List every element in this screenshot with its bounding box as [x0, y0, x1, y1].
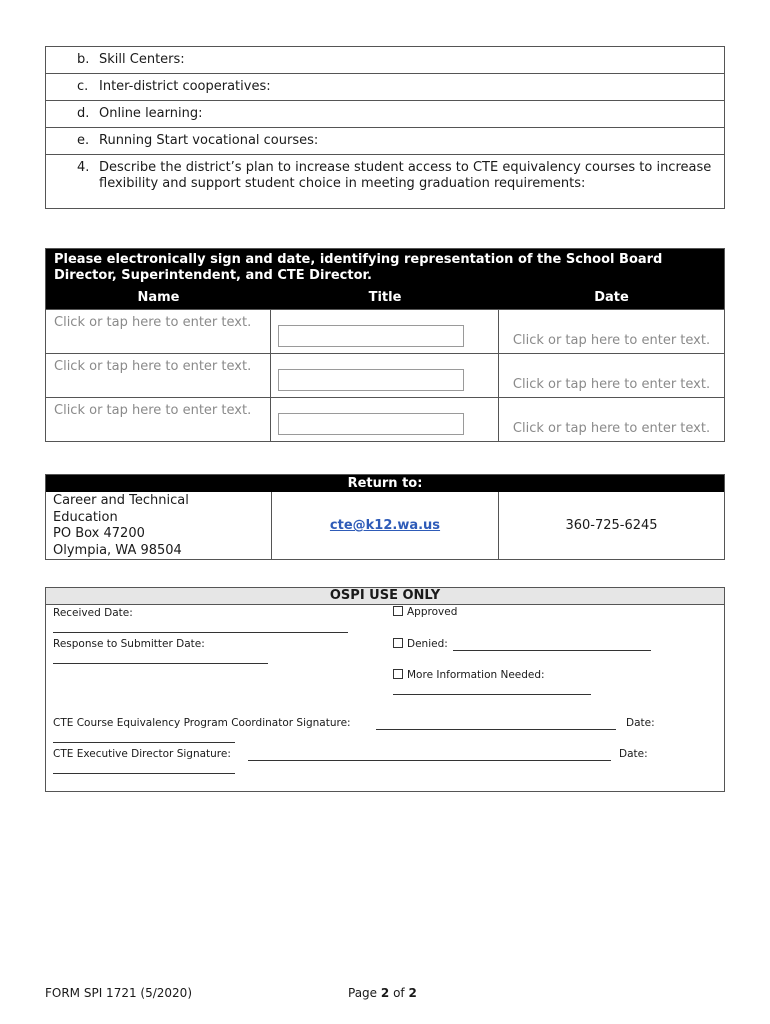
email-link[interactable]: cte@k12.wa.us [329, 518, 441, 533]
list-item[interactable]: 4. Describe the district’s plan to increase student access to CTE equivalency courses to increase flexibility and support student choice in meeting graduation requirements: [77, 160, 712, 191]
executive-signature-line[interactable] [248, 760, 611, 761]
ospi-header: OSPI USE ONLY [46, 588, 724, 605]
signature-table [45, 248, 725, 442]
name-field[interactable]: Click or tap here to enter text. [46, 354, 271, 397]
mailing-address: Career and Technical Education PO Box 47200 Olympia, WA 98504 [46, 492, 272, 559]
date-field[interactable]: Click or tap here to enter text. [512, 377, 711, 392]
coordinator-signature-label: CTE Course Equivalency Program Coordinator Signature: [53, 717, 351, 729]
name-field[interactable]: Click or tap here to enter text. [46, 310, 271, 353]
more-info-checkbox[interactable] [393, 669, 403, 679]
return-to-header: Return to: [46, 475, 724, 492]
coordinator-date-label: Date: [626, 717, 655, 729]
return-to-table [45, 474, 725, 560]
list-item: c. Inter-district cooperatives: [46, 74, 724, 101]
executive-date-line[interactable] [53, 773, 235, 774]
received-date-label: Received Date: [53, 607, 133, 619]
signature-column-headers [46, 286, 724, 309]
phone-number: 360-725-6245 [565, 518, 658, 533]
received-date-line[interactable] [53, 632, 348, 633]
title-input[interactable] [278, 325, 464, 347]
list-item: d. Online learning: [46, 101, 724, 128]
signature-row [46, 397, 724, 441]
form-id: FORM SPI 1721 (5/2020) [45, 986, 192, 1000]
response-date-label: Response to Submitter Date: [53, 638, 205, 650]
plan-list-table [45, 46, 725, 209]
page-number: Page 2 of 2 [348, 986, 417, 1000]
denied-line[interactable] [453, 650, 651, 651]
column-title: Title [368, 290, 402, 305]
title-input[interactable] [278, 413, 464, 435]
date-field[interactable]: Click or tap here to enter text. [512, 421, 711, 436]
coordinator-date-line[interactable] [53, 742, 235, 743]
signature-row [46, 309, 724, 353]
signature-row [46, 353, 724, 397]
response-date-line[interactable] [53, 663, 268, 664]
executive-date-label: Date: [619, 748, 648, 760]
column-date: Date [594, 290, 629, 305]
coordinator-signature-line[interactable] [376, 729, 616, 730]
approved-checkbox[interactable] [393, 606, 403, 616]
executive-signature-label: CTE Executive Director Signature: [53, 748, 231, 760]
name-field[interactable]: Click or tap here to enter text. [46, 398, 271, 441]
signature-instructions: Please electronically sign and date, identifying representation of the School Board Director, Superintendent, and CTE Director. [46, 249, 724, 286]
column-name: Name [137, 290, 180, 305]
date-field[interactable]: Click or tap here to enter text. [512, 333, 711, 348]
ospi-use-only-box: OSPI USE ONLY Received Date: Response to Submitter Date: Approved Denied: More Information Needed: CTE Course Equivalency Program Coordinator Signature: Date: CTE Executive Director Signature: Date: [45, 587, 725, 792]
list-item: e. Running Start vocational courses: [46, 128, 724, 155]
list-item: b. Skill Centers: [46, 47, 724, 74]
more-info-line[interactable] [393, 694, 591, 695]
denied-checkbox[interactable] [393, 638, 403, 648]
title-input[interactable] [278, 369, 464, 391]
